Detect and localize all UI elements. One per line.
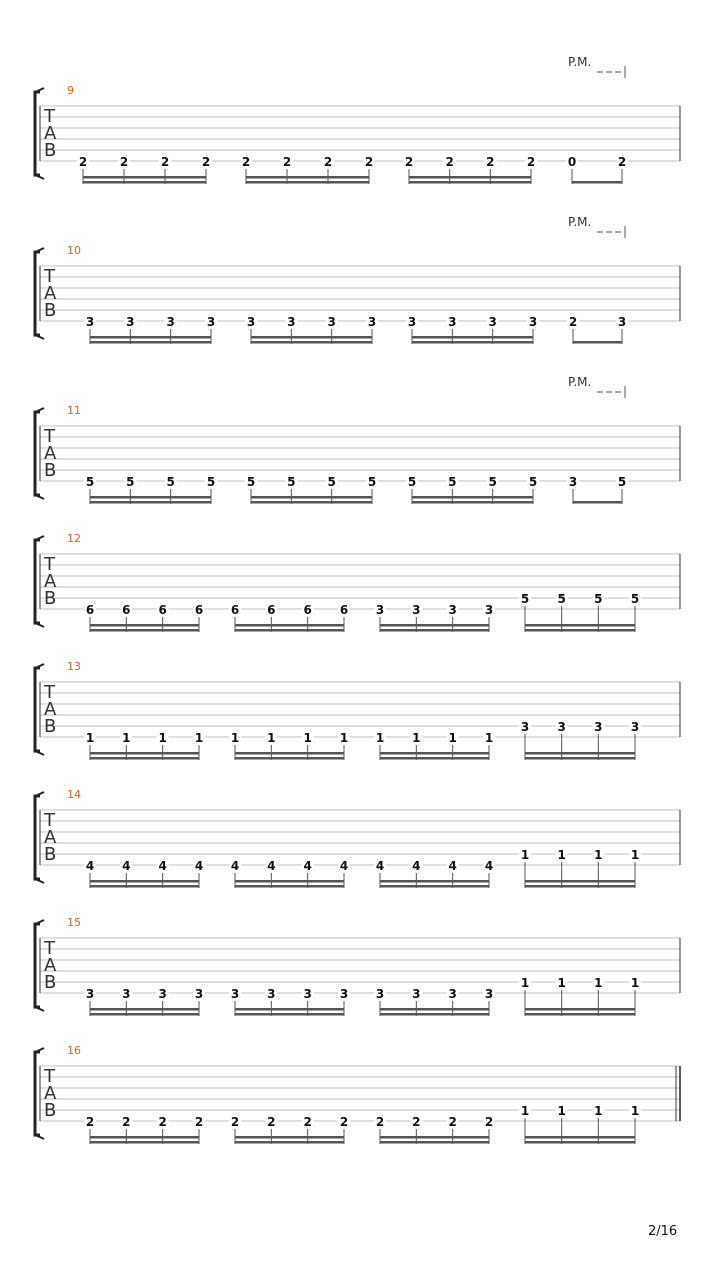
note-beam [246, 181, 369, 184]
note-beam [90, 757, 199, 760]
fret-number: 5 [488, 475, 497, 489]
fret-number: 3 [520, 720, 530, 734]
tab-clef-letter: T [44, 682, 55, 703]
tab-clef-letter: T [44, 1066, 55, 1087]
note-beam [90, 885, 199, 888]
note-beam [412, 496, 533, 499]
system-bracket [35, 1052, 40, 1135]
note-beam [525, 1136, 635, 1139]
fret-number: 5 [448, 475, 457, 489]
note-beam [380, 752, 489, 755]
fret-number: 3 [327, 315, 336, 329]
tab-system [35, 532, 680, 632]
note-beam [83, 176, 206, 179]
fret-number: 3 [375, 987, 385, 1001]
fret-number: 5 [85, 475, 95, 489]
note-beam [90, 880, 199, 883]
fret-number: 4 [339, 859, 349, 873]
fret-number: 2 [617, 155, 627, 169]
tab-clef-letter: B [44, 460, 57, 481]
note-beam [525, 885, 635, 888]
tab-system [35, 1044, 680, 1144]
tab-clef-letter: B [44, 140, 57, 161]
note-beam [90, 629, 199, 632]
note-beam [409, 181, 531, 184]
fret-number: 3 [617, 315, 627, 329]
note-beam [235, 629, 344, 632]
fret-number: 4 [448, 859, 457, 873]
tab-clef-letter: A [44, 1083, 57, 1104]
fret-number: 3 [230, 987, 240, 1001]
fret-number: 2 [339, 1115, 349, 1129]
note-beam [235, 1013, 344, 1016]
fret-number: 2 [412, 1115, 421, 1129]
tab-clef-letter: T [44, 938, 55, 959]
tab-clef-letter: A [44, 283, 57, 304]
fret-number: 5 [166, 475, 175, 489]
fret-number: 5 [528, 475, 538, 489]
fret-number: 1 [122, 731, 131, 745]
fret-number: 2 [448, 1115, 457, 1129]
fret-number: 2 [194, 1115, 204, 1129]
tab-system [35, 660, 680, 760]
fret-number: 1 [520, 976, 530, 990]
fret-number: 4 [122, 859, 131, 873]
fret-number: 2 [122, 1115, 131, 1129]
note-beam [90, 752, 199, 755]
note-beam [90, 496, 211, 499]
fret-number: 1 [557, 848, 566, 862]
fret-number: 5 [367, 475, 377, 489]
note-beam [525, 752, 635, 755]
note-beam [251, 496, 372, 499]
note-beam [251, 341, 372, 344]
fret-number: 1 [520, 1104, 530, 1118]
fret-number: 1 [484, 731, 494, 745]
note-beam [525, 880, 635, 883]
fret-number: 2 [282, 155, 292, 169]
fret-number: 2 [364, 155, 374, 169]
fret-number: 5 [630, 592, 640, 606]
fret-number: 2 [445, 155, 454, 169]
measure-number: 16 [67, 1044, 81, 1057]
fret-number: 2 [85, 1115, 95, 1129]
fret-number: 5 [246, 475, 256, 489]
fret-number: 2 [568, 315, 578, 329]
note-beam [412, 336, 533, 339]
measure-number: 9 [67, 84, 74, 97]
note-beam [572, 181, 622, 184]
note-beam [235, 1136, 344, 1139]
fret-number: 3 [448, 315, 457, 329]
fret-number: 5 [327, 475, 336, 489]
fret-number: 3 [484, 603, 494, 617]
note-beam [235, 752, 344, 755]
note-beam [380, 1141, 489, 1144]
tab-system [35, 788, 680, 888]
fret-number: 4 [484, 859, 494, 873]
note-beam [251, 501, 372, 504]
tab-clef-letter: A [44, 827, 57, 848]
note-beam [90, 1013, 199, 1016]
fret-number: 3 [85, 987, 95, 1001]
fret-number: 6 [230, 603, 240, 617]
fret-number: 3 [122, 987, 131, 1001]
fret-number: 5 [617, 475, 627, 489]
palm-mute-label: P.M. [568, 375, 592, 389]
palm-mute-label: P.M. [568, 215, 592, 229]
fret-number: 1 [630, 1104, 640, 1118]
fret-number: 1 [630, 976, 640, 990]
fret-number: 1 [594, 848, 603, 862]
note-beam [235, 757, 344, 760]
fret-number: 2 [119, 155, 129, 169]
measure-number: 13 [67, 660, 81, 673]
tab-clef-letter: B [44, 844, 57, 865]
fret-number: 3 [412, 987, 421, 1001]
system-bracket [35, 796, 40, 879]
fret-number: 3 [448, 603, 457, 617]
fret-number: 1 [158, 731, 167, 745]
measure-number: 11 [67, 404, 81, 417]
fret-number: 2 [303, 1115, 312, 1129]
fret-number: 2 [267, 1115, 276, 1129]
fret-number: 3 [158, 987, 167, 1001]
system-bracket [35, 924, 40, 1007]
fret-number: 2 [201, 155, 211, 169]
fret-number: 2 [484, 1115, 494, 1129]
fret-number: 1 [303, 731, 312, 745]
fret-number: 4 [375, 859, 385, 873]
fret-number: 3 [488, 315, 497, 329]
fret-number: 3 [594, 720, 603, 734]
tab-clef-letter: T [44, 554, 55, 575]
note-beam [235, 1008, 344, 1011]
fret-number: 1 [448, 731, 457, 745]
fret-number: 5 [520, 592, 530, 606]
fret-number: 1 [85, 731, 95, 745]
fret-number: 4 [267, 859, 276, 873]
fret-number: 3 [630, 720, 640, 734]
fret-number: 3 [448, 987, 457, 1001]
fret-number: 6 [267, 603, 276, 617]
fret-number: 5 [126, 475, 135, 489]
fret-number: 3 [287, 315, 296, 329]
note-beam [380, 885, 489, 888]
fret-number: 2 [404, 155, 414, 169]
tab-clef-letter: A [44, 123, 57, 144]
fret-number: 3 [375, 603, 385, 617]
fret-number: 2 [78, 155, 88, 169]
note-beam [380, 624, 489, 627]
note-beam [235, 880, 344, 883]
measure-number: 12 [67, 532, 81, 545]
fret-number: 5 [287, 475, 296, 489]
tab-system [35, 916, 680, 1016]
system-bracket [35, 252, 40, 335]
fret-number: 3 [267, 987, 276, 1001]
tab-clef-letter: T [44, 266, 55, 287]
note-beam [251, 336, 372, 339]
note-beam [573, 501, 622, 504]
fret-number: 1 [557, 976, 566, 990]
note-beam [246, 176, 369, 179]
fret-number: 3 [339, 987, 349, 1001]
note-beam [90, 624, 199, 627]
fret-number: 2 [241, 155, 251, 169]
note-beam [525, 757, 635, 760]
measure-number: 15 [67, 916, 81, 929]
fret-number: 3 [85, 315, 95, 329]
note-beam [409, 176, 531, 179]
tab-clef-letter: B [44, 588, 57, 609]
fret-number: 4 [158, 859, 167, 873]
note-beam [380, 1008, 489, 1011]
note-beam [525, 1013, 635, 1016]
fret-number: 5 [594, 592, 603, 606]
fret-number: 2 [158, 1115, 167, 1129]
tab-clef-letter: T [44, 106, 55, 127]
note-beam [412, 341, 533, 344]
fret-number: 4 [303, 859, 312, 873]
system-bracket [35, 92, 40, 175]
tab-clef-letter: A [44, 699, 57, 720]
note-beam [525, 629, 635, 632]
fret-number: 3 [166, 315, 175, 329]
fret-number: 1 [594, 976, 603, 990]
fret-number: 3 [484, 987, 494, 1001]
fret-number: 6 [158, 603, 167, 617]
note-beam [83, 181, 206, 184]
note-beam [235, 1141, 344, 1144]
note-beam [380, 880, 489, 883]
fret-number: 2 [526, 155, 536, 169]
system-bracket [35, 412, 40, 495]
fret-number: 2 [375, 1115, 385, 1129]
palm-mute-label: P.M. [568, 55, 592, 69]
fret-number: 2 [486, 155, 495, 169]
measure-number: 14 [67, 788, 81, 801]
fret-number: 1 [412, 731, 421, 745]
note-beam [412, 501, 533, 504]
tab-clef-letter: T [44, 426, 55, 447]
tab-clef-letter: A [44, 443, 57, 464]
note-beam [90, 501, 211, 504]
fret-number: 3 [246, 315, 256, 329]
note-beam [525, 1141, 635, 1144]
system-bracket [35, 668, 40, 751]
tab-clef-letter: A [44, 571, 57, 592]
fret-number: 1 [267, 731, 276, 745]
note-beam [235, 624, 344, 627]
fret-number: 1 [520, 848, 530, 862]
systems-container [35, 55, 680, 1144]
fret-number: 1 [630, 848, 640, 862]
system-bracket [35, 540, 40, 623]
note-beam [235, 885, 344, 888]
fret-number: 1 [375, 731, 385, 745]
tab-clef-letter: B [44, 1100, 57, 1121]
fret-number: 3 [206, 315, 216, 329]
fret-number: 6 [303, 603, 312, 617]
fret-number: 3 [412, 603, 421, 617]
tab-clef-letter: A [44, 955, 57, 976]
fret-number: 1 [339, 731, 349, 745]
fret-number: 3 [557, 720, 566, 734]
fret-number: 3 [194, 987, 204, 1001]
note-beam [380, 1013, 489, 1016]
note-beam [380, 629, 489, 632]
fret-number: 4 [412, 859, 421, 873]
tab-clef-letter: T [44, 810, 55, 831]
fret-number: 5 [206, 475, 216, 489]
note-beam [573, 341, 622, 344]
fret-number: 2 [230, 1115, 240, 1129]
note-beam [525, 1008, 635, 1011]
tab-clef-letter: B [44, 716, 57, 737]
note-beam [525, 624, 635, 627]
tab-clef-letter: B [44, 300, 57, 321]
fret-number: 4 [85, 859, 95, 873]
fret-number: 0 [567, 155, 577, 169]
fret-number: 1 [594, 1104, 603, 1118]
fret-number: 3 [528, 315, 538, 329]
fret-number: 4 [194, 859, 204, 873]
measure-number: 10 [67, 244, 81, 257]
tab-system [35, 55, 680, 184]
tab-system [35, 215, 680, 344]
fret-number: 3 [303, 987, 312, 1001]
note-beam [380, 757, 489, 760]
fret-number: 6 [339, 603, 349, 617]
tab-system [35, 375, 680, 504]
fret-number: 2 [323, 155, 333, 169]
fret-number: 1 [230, 731, 240, 745]
note-beam [90, 341, 211, 344]
note-beam [380, 1136, 489, 1139]
fret-number: 3 [126, 315, 135, 329]
fret-number: 3 [407, 315, 417, 329]
note-beam [90, 1136, 199, 1139]
fret-number: 5 [557, 592, 566, 606]
tab-clef-letter: B [44, 972, 57, 993]
fret-number: 1 [557, 1104, 566, 1118]
page-number: 2/16 [648, 1224, 678, 1239]
fret-number: 1 [194, 731, 204, 745]
fret-number: 4 [230, 859, 240, 873]
fret-number: 6 [194, 603, 204, 617]
note-beam [90, 1008, 199, 1011]
fret-number: 6 [85, 603, 95, 617]
fret-number: 3 [568, 475, 578, 489]
fret-number: 6 [122, 603, 131, 617]
fret-number: 5 [407, 475, 417, 489]
fret-number: 3 [367, 315, 377, 329]
note-beam [90, 1141, 199, 1144]
note-beam [90, 336, 211, 339]
fret-number: 2 [160, 155, 170, 169]
